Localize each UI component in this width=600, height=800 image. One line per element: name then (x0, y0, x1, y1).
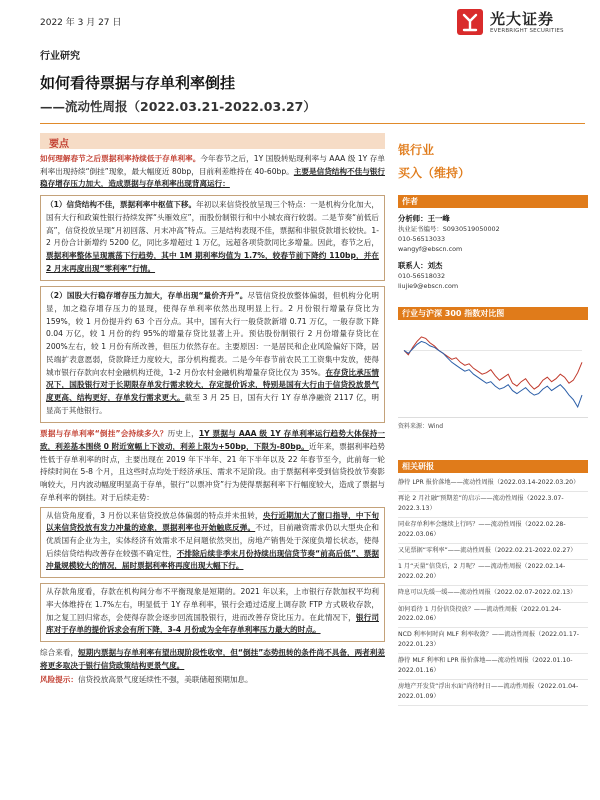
p4-highlight: 票据与存单利率“倒挂”会持续多久？ (40, 429, 168, 439)
risk-label: 风险提示： (40, 675, 78, 685)
p1-bold: 主要是信贷结构不佳与银行稳存增存压力加大，造成票据与存单利率出现背离运行： (40, 166, 386, 189)
contact-phone: 010-56518032 (398, 272, 446, 280)
summary-box-3 (40, 507, 385, 579)
related-report-item[interactable]: 房地产开发贷“浮出水面”尚待时日——流动性周报（2022.01.04-2022.01.09） (398, 680, 588, 706)
chart-source: 资料来源：Wind (398, 423, 444, 430)
chart-series-line-1 (404, 337, 582, 389)
risk-warning (40, 674, 385, 687)
summary-box-1 (40, 195, 385, 281)
related-report-item[interactable]: 再论 2 月社融“预期差”的启示——流动性周报（2022.3.07-2022.3.13） (398, 492, 588, 518)
report-date: 2022 年 3 月 27 日 (40, 18, 122, 28)
p2-bold-2: 票据利率整体呈现震荡下行趋势，其中 1M 期利率均值为 1.7%，较春节前下降约 110bp，并在 2 月末再度出现“零利率”行情。 (46, 250, 379, 273)
logo-mark-icon (455, 7, 485, 37)
author-section-header: 作者 (398, 195, 588, 208)
logo-english: EVERBRIGHT SECURITIES (490, 27, 564, 34)
p3-bold: （2）国股大行稳存增存压力加大，存单出现“量价齐升”。 (46, 291, 248, 301)
p7-underline: 短期内票据与存单利率有望出现阶段性收窄，但“倒挂”态势扭转的条件尚不具备，两者利差将更多取决于银行信贷政策结构更景气度。 (40, 647, 386, 670)
p6-underline: 银行司库对于存单的提价诉求会有所下降，3-4 月份或为全年存单利率压力最大的时点。 (46, 612, 379, 635)
contact-email: liujie9@ebscn.com (398, 282, 459, 290)
related-reports (398, 460, 588, 706)
related-report-item[interactable]: 降息可以先缓一缓——流动性周报（2022.02.07-2022.02.13） (398, 586, 588, 602)
contact-name: 联系人：刘杰 (398, 261, 443, 270)
chart-series-line-2 (404, 341, 582, 407)
summary-paragraph-1 (40, 153, 385, 191)
p2-bold: （1）信贷结构不佳，票据利率中枢值下移。 (46, 200, 197, 210)
p4-underline: 1Y 票据与 AAA 级 1Y 存单利率运行趋势大体保持一致，利差基本围绕 0 附近宽幅上下波动，利差上限为+50bp，下限为-80bp。 (40, 429, 386, 452)
broker-logo (455, 4, 590, 40)
summary-box-4 (40, 583, 385, 642)
p5-underline-2: 不排除后续非季末月份持续出现信贷节奏“前高后低”、票据冲量规模较大的情况，届时票据利率将再度出现大幅下行。 (46, 548, 380, 571)
chart-svg (398, 320, 588, 418)
p3-underline: 在存贷比承压情况下，国股银行对于长期限存单发行需求较大，存定提价诉求，特别是国有大行由于信贷投放景气度更高、结构更好，存单发行需求更大。 (46, 367, 380, 402)
summary-paragraph-3 (46, 290, 379, 417)
summary-paragraph-2 (46, 199, 379, 275)
report-title: 如何看待票据与存单利率倒挂 (40, 74, 236, 92)
title-divider (40, 123, 585, 124)
logo-name: 光大证券 (490, 9, 555, 28)
related-report-item[interactable]: 同业存单利率会继续上行吗？——流动性周报（2022.02.28-2022.03.06） (398, 518, 588, 544)
p1-highlight: 如何理解春节之后票据利率持续低于存单利率。 (40, 154, 201, 163)
chart-plot-area (398, 320, 588, 418)
industry-name: 银行业 (398, 143, 435, 157)
summary-column (40, 133, 385, 793)
p1-text: 今年春节之后，1Y 国股转贴现利率与 AAA 级 1Y 存单利率出现持续“倒挂”现象，最大幅度近 80bp，目前利差维持在 40-60bp。 (40, 154, 385, 176)
summary-header-label: 要点 (49, 139, 69, 150)
sidebar (398, 133, 588, 706)
index-comparison-chart (398, 307, 588, 430)
analyst-email: wangyf@ebscn.com (398, 245, 463, 253)
analyst-cert: 执业证书编号：S0930519050002 (398, 225, 500, 233)
related-report-item[interactable]: 1 月“天量”信贷后，2 月呢？——流动性周报（2022.02.14-2022.02.20） (398, 560, 588, 586)
p5-mid: 不过，目前融资需求仍以大型央企和优质国有企业为主，实体经济有效需求不足问题依然突出，房地产销售处于深度负增长状态，使得后续信贷结构改善存在较强不确定性， (46, 523, 379, 558)
analyst-name: 分析师：王一峰 (398, 214, 450, 223)
risk-text: 信贷投放高景气度延续性不强，美联储超预期加息。 (77, 675, 253, 685)
investment-rating: 买入（维持） (398, 166, 471, 180)
p4-tail: 近年来，票据利率趋势性低于存单利率的时点，主要出现在 2019 年下半年、21 年下半年以及 22 年春节至今，此前每一轮持续时间在 5-8 个月，且这些时点均处于经济承压、需求不足阶段。由于票据利率受到信贷投放节奏影响较大，月内波动幅度明显高于存单，银行“以票冲贷”行为使得票据利率下行幅度较大，造成了票据与存单利率的倒挂。对于后续走势： (40, 442, 386, 502)
related-report-item[interactable]: 静待 MLF 利率和 LPR 报价落地——流动性周报（2022.01.10-2022.01.16） (398, 654, 588, 680)
related-report-item[interactable]: NCD 利率何时向 MLF 利率收敛？——流动性周报（2022.01.17-2022.01.23） (398, 628, 588, 654)
summary-paragraph-6 (46, 586, 379, 637)
p7-text: 综合来看， (40, 647, 79, 657)
p5-text: 从信贷角度看，3 月份以来信贷投放总体偏弱的特点并未扭转， (46, 510, 263, 520)
p6-text: 从存款角度看，存款在机构间分布不平衡现象是短期的。2021 年以来，上市银行存款加权平均利率大体维持在 1.7%左右，明显低于 1Y 存单利率，银行会通过适度上调存款 FTP 方式吸收存款，加之复工回归常态，会使得存款会逐步回流国股银行，进而改善存贷比压力。在此情况下， (46, 587, 379, 622)
chart-title: 行业与沪深 300 指数对比图 (398, 307, 588, 320)
related-report-item[interactable]: 又见票据“零利率”——流动性周报（2022.02.21-2022.02.27） (398, 544, 588, 560)
p3-tail: 截至 3 月 25 日，国有大行 1Y 存单净融资 2117 亿，明显高于其他银行。 (46, 392, 379, 415)
summary-paragraph-4 (40, 428, 385, 504)
summary-paragraph-7 (40, 647, 385, 672)
report-subtitle: ——流动性周报（2022.03.21-2022.03.27） (40, 99, 316, 114)
related-reports-header: 相关研报 (398, 460, 588, 473)
summary-header (40, 133, 385, 149)
summary-box-2 (40, 286, 385, 423)
p2-text: 年初以来信贷投放呈现三个特点：一是机构分化加大，国有大行和政策性银行持续发挥“头雁效应”，而股份制银行和中小城农商行较弱。二是节奏“前低后高”，信贷投放呈现“月初回落、月末冲高”特点。三是结构表现不佳，票据和非银贷款增长较快。1-2 月份合计新增约 5200 亿，同比多增超过 1 万亿，远超各项贷款同比多增量。因此，春节之后， (46, 200, 379, 248)
p4-text: 历史上， (167, 429, 199, 439)
summary-paragraph-5 (46, 510, 379, 574)
report-category: 行业研究 (40, 51, 80, 62)
p3-text: 尽管信贷投放整体偏弱，但机构分化明显，加之稳存增存压力的显现，使得存单利率依然出现明显上行。2 月份银行增量存贷比为 159%，较 1 月份提升约 63 个百分点。其中，国有大行一般贷款新增 0.71 万亿，一般存款下降 0.04 万亿，较 1 月份的约 95%的增量存贷比显著上升。预估股份制银行 2 月份增量存贷比在 200%左右，较 1 月份有所改善，但压力依然存在。主要原因：一是居民和企业风险偏好下降，居民端扩表意愿弱，贷款降迁力度较大，部分机构揽表。二是今年春节前农民工工资集中发放，使得城市银行存款向农村金融机构迁徙，1-2 月份农村金融机构增量存贷比仅为 35%。 (46, 291, 380, 377)
p5-underline: 央行近期加大了窗口指导，中下旬以来信贷投放有发力冲量的迹象，票据利率也开始触底反弹。 (46, 510, 380, 533)
analyst-phone: 010-56513033 (398, 235, 446, 243)
related-report-item[interactable]: 如何看待 1 月份信贷投放？——流动性周报（2022.01.24-2022.02.06） (398, 603, 588, 629)
related-report-item[interactable]: 静待 LPR 报价落地——流动性周报（2022.03.14-2022.03.20） (398, 476, 588, 492)
